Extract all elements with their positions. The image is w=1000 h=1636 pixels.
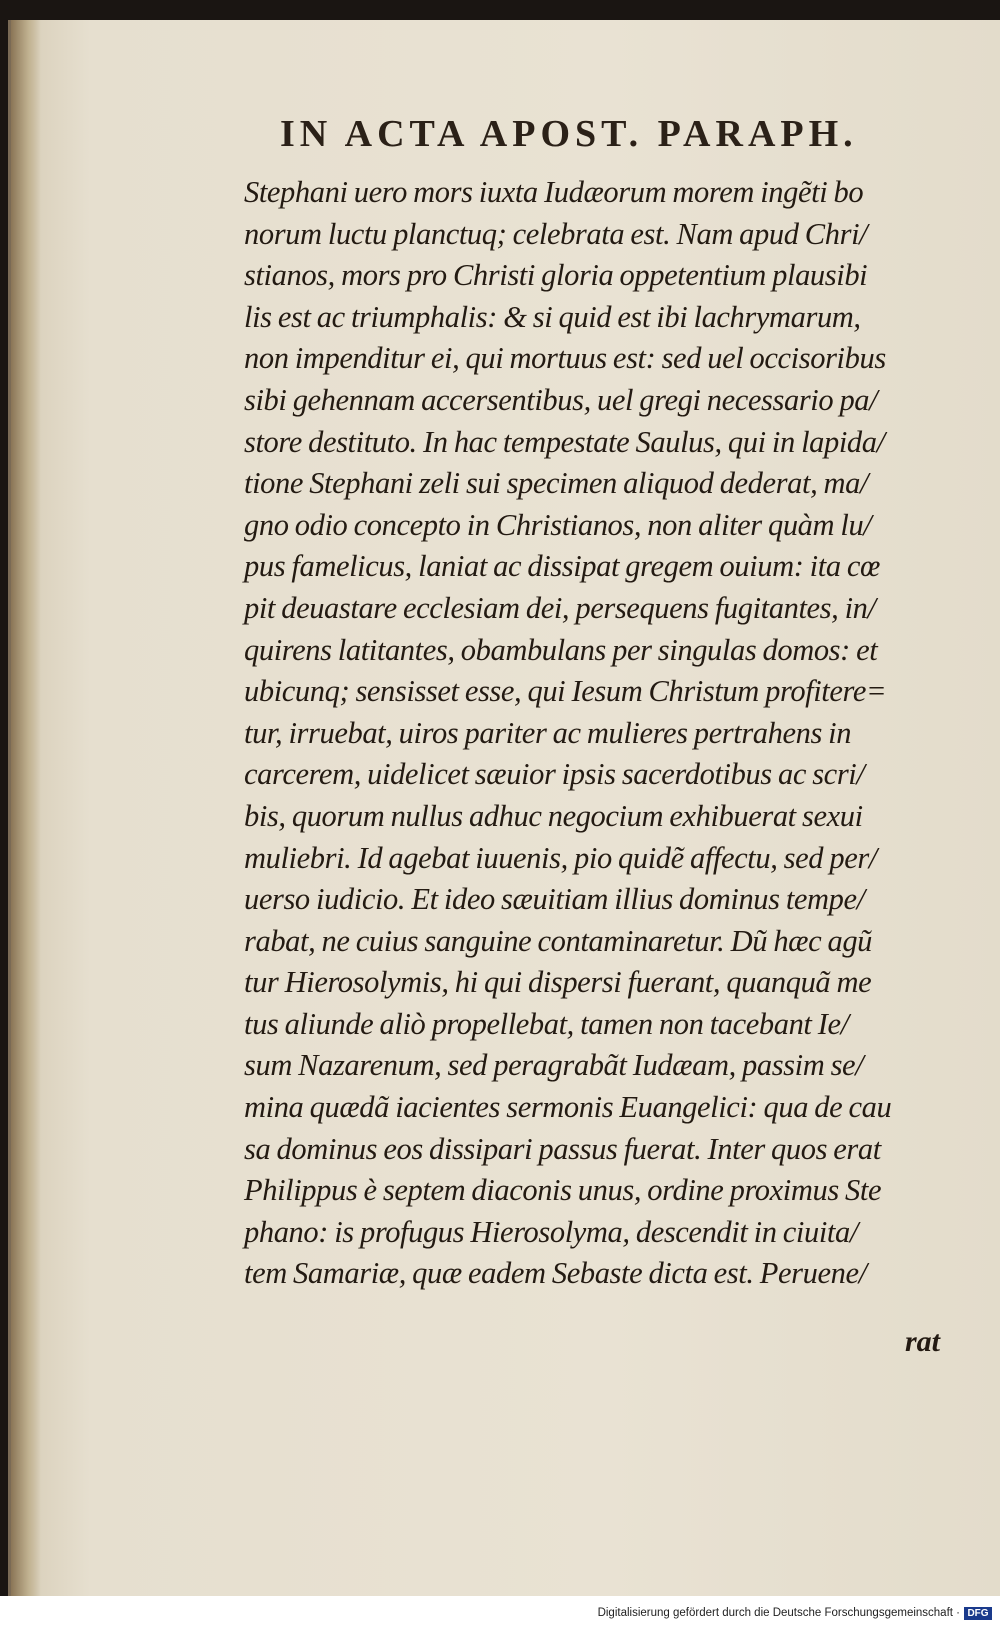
text-line: tem Samariæ, quæ eadem Sebaste dicta est. Peruene/: [244, 1256, 867, 1291]
catchword: rat: [905, 1325, 941, 1358]
text-line: tur Hierosolymis, hi qui dispersi fuerant, quanquã me: [244, 965, 872, 1000]
text-line: gno odio concepto in Christianos, non aliter quàm lu/: [244, 507, 872, 542]
text-line: tione Stephani zeli sui specimen aliquod dederat, ma/: [244, 466, 869, 501]
text-line: Stephani uero mors iuxta Iudæorum morem ingẽti bo: [244, 175, 864, 209]
text-line: quirens latitantes, obambulans per singulas domos: et: [244, 632, 878, 667]
text-line: pus famelicus, laniat ac dissipat gregem ouium: ita cœ: [244, 549, 880, 584]
text-line: mina quædã iacientes sermonis Euangelici: qua de cau: [244, 1090, 892, 1125]
text-line: uerso iudicio. Et ideo sæuitiam illius dominus tempe/: [244, 882, 865, 917]
body-text: [244, 172, 956, 1295]
text-line: sa dominus eos dissipari passus fuerat. Inter quos erat: [244, 1131, 881, 1166]
text-line: sibi gehennam accersentibus, uel gregi necessario pa/: [244, 382, 878, 417]
text-line: phano: is profugus Hierosolyma, descendit in ciuita/: [244, 1214, 858, 1249]
text-line: stianos, mors pro Christi gloria oppetentium plausibi: [244, 258, 868, 293]
text-line: norum luctu planctuq; celebrata est. Nam apud Chri/: [244, 216, 868, 251]
text-line: bis, quorum nullus adhuc negocium exhibuerat sexui: [244, 798, 863, 833]
dfg-logo: DFG: [964, 1607, 992, 1620]
text-line: non impenditur ei, qui mortuus est: sed uel occisoribus: [244, 341, 886, 376]
page-gutter: [11, 20, 41, 1596]
text-line: store destituto. In hac tempestate Saulus, qui in lapida/: [244, 424, 885, 459]
text-line: sum Nazarenum, sed peragrabãt Iudæam, passim se/: [244, 1048, 864, 1083]
text-line: Philippus è septem diaconis unus, ordine proximus Ste: [244, 1173, 882, 1208]
text-line: muliebri. Id agebat iuuenis, pio quidẽ affectu, sed per/: [244, 840, 877, 875]
text-line: pit deuastare ecclesiam dei, persequens fugitantes, in/: [244, 590, 876, 625]
text-line: rabat, ne cuius sanguine contaminaretur. Dũ hæc agũ: [244, 923, 873, 958]
funding-notice: Digitalisierung gefördert durch die Deutsche Forschungsgemeinschaft ·: [597, 1607, 960, 1619]
text-line: tur, irruebat, uiros pariter ac mulieres pertrahens in: [244, 715, 852, 750]
text-line: tus aliunde aliò propellebat, tamen non tacebant Ie/: [244, 1006, 849, 1041]
footer-bar: [0, 1596, 1000, 1636]
text-line: lis est ac triumphalis: & si quid est ibi lachrymarum,: [244, 299, 861, 334]
running-header: IN ACTA APOST. PARAPH.: [280, 113, 858, 155]
text-line: carcerem, uidelicet sæuior ipsis sacerdotibus ac scri/: [244, 757, 865, 792]
text-line: ubicunq; sensisset esse, qui Iesum Christum profitere=: [244, 674, 887, 709]
